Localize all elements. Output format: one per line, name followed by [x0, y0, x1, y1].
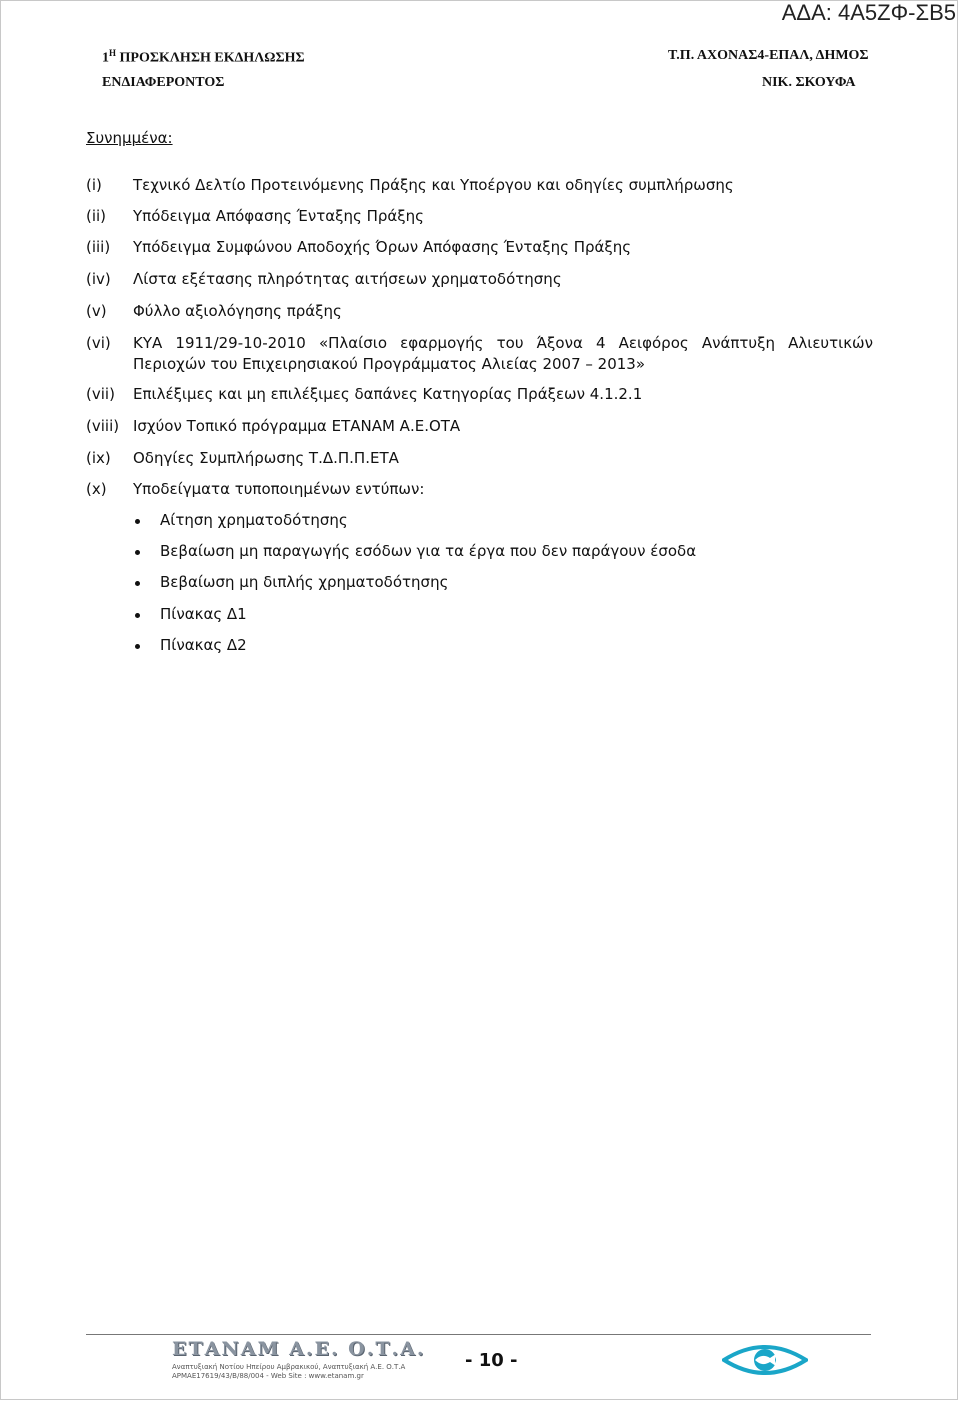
attachment-text: Υποδείγματα τυποποιημένων εντύπων:	[133, 480, 425, 498]
bullet-text: Βεβαίωση μη παραγωγής εσόδων για τα έργα που δεν παράγουν έσοδα	[160, 542, 697, 560]
logo-subtitle: Αναπτυξιακή Νοτίου Ηπείρου Αμβρακικού, Αναπτυξιακή Α.Ε. Ο.Τ.Α	[172, 1363, 406, 1371]
eye-logo-icon	[722, 1340, 808, 1380]
header-left-superscript: Η	[109, 48, 117, 58]
attachment-number: (x)	[86, 480, 107, 498]
header-left-title: ΠΡΟΣΚΛΗΣΗ ΕΚΔΗΛΩΣΗΣ	[116, 50, 305, 66]
attachment-number: (iii)	[86, 238, 111, 256]
attachment-number: (viii)	[86, 417, 120, 435]
attachment-text: Ισχύον Τοπικό πρόγραμμα ΕΤΑΝΑΜ Α.Ε.ΟΤΑ	[133, 417, 461, 435]
bullet-dot-icon	[135, 613, 140, 618]
attachment-text: Οδηγίες Συμπλήρωσης Τ.Δ.Π.Π.ΕΤΑ	[133, 449, 399, 467]
attachment-number: (iv)	[86, 270, 111, 288]
attachment-number: (vi)	[86, 334, 111, 352]
bullet-dot-icon	[135, 550, 140, 555]
attachment-number: (i)	[86, 176, 102, 194]
attachment-number: (vii)	[86, 385, 115, 403]
footer-divider	[86, 1334, 871, 1335]
attachment-text: ΚΥΑ 1911/29-10-2010 «Πλαίσιο εφαρμογής του Άξονα 4 Αειφόρος Ανάπτυξη Αλιευτικών Περιοχών του Επιχειρησιακού Προγράμματος Αλιείας 2007 – 2013»	[133, 334, 873, 373]
attachment-text: Υπόδειγμα Απόφασης Ένταξης Πράξης	[133, 207, 424, 225]
bullet-text: Πίνακας Δ1	[160, 605, 247, 623]
header-left-line1	[102, 48, 305, 67]
attachments-title: Συνημμένα:	[86, 129, 173, 147]
bullet-text: Αίτηση χρηματοδότησης	[160, 511, 348, 529]
bullet-dot-icon	[135, 644, 140, 649]
bullet-dot-icon	[135, 519, 140, 524]
attachment-text: Φύλλο αξιολόγησης πράξης	[133, 302, 342, 320]
bullet-text: Βεβαίωση μη διπλής χρηματοδότησης	[160, 573, 449, 591]
attachment-number: (v)	[86, 302, 107, 320]
attachment-text: Λίστα εξέτασης πληρότητας αιτήσεων χρηματοδότησης	[133, 270, 562, 288]
attachment-text: Τεχνικό Δελτίο Προτεινόμενης Πράξης και Υποέργου και οδηγίες συμπλήρωσης	[133, 176, 734, 194]
attachment-text: Επιλέξιμες και μη επιλέξιμες δαπάνες Κατηγορίας Πράξεων 4.1.2.1	[133, 385, 643, 403]
header-right-line2: ΝΙΚ. ΣΚΟΥΦΑ	[762, 75, 856, 90]
header-right-line1: Τ.Π. ΑΧΟΝΑΣ4-ΕΠΑΛ, ΔΗΜΟΣ	[668, 48, 869, 63]
bullet-text: Πίνακας Δ2	[160, 636, 247, 654]
bullet-dot-icon	[135, 581, 140, 586]
attachment-number: (ii)	[86, 207, 107, 225]
header-left-line2: ΕΝΔΙΑΦΕΡΟΝΤΟΣ	[102, 75, 225, 90]
attachment-number: (ix)	[86, 449, 111, 467]
etanam-logo: ΕΤΑΝΑΜ Α.Ε. Ο.Τ.Α.	[172, 1338, 426, 1360]
ada-watermark: ΑΔΑ: 4Α5ΖΦ-ΣΒ5	[781, 0, 956, 25]
logo-registration: ΑΡΜΑΕ17619/43/Β/88/004 - Web Site : www.etanam.gr	[172, 1372, 364, 1380]
header-left-number: 1	[102, 50, 109, 66]
page-number: - 10 -	[465, 1350, 518, 1371]
attachment-text: Υπόδειγμα Συμφώνου Αποδοχής Όρων Απόφασης Ένταξης Πράξης	[133, 238, 632, 256]
